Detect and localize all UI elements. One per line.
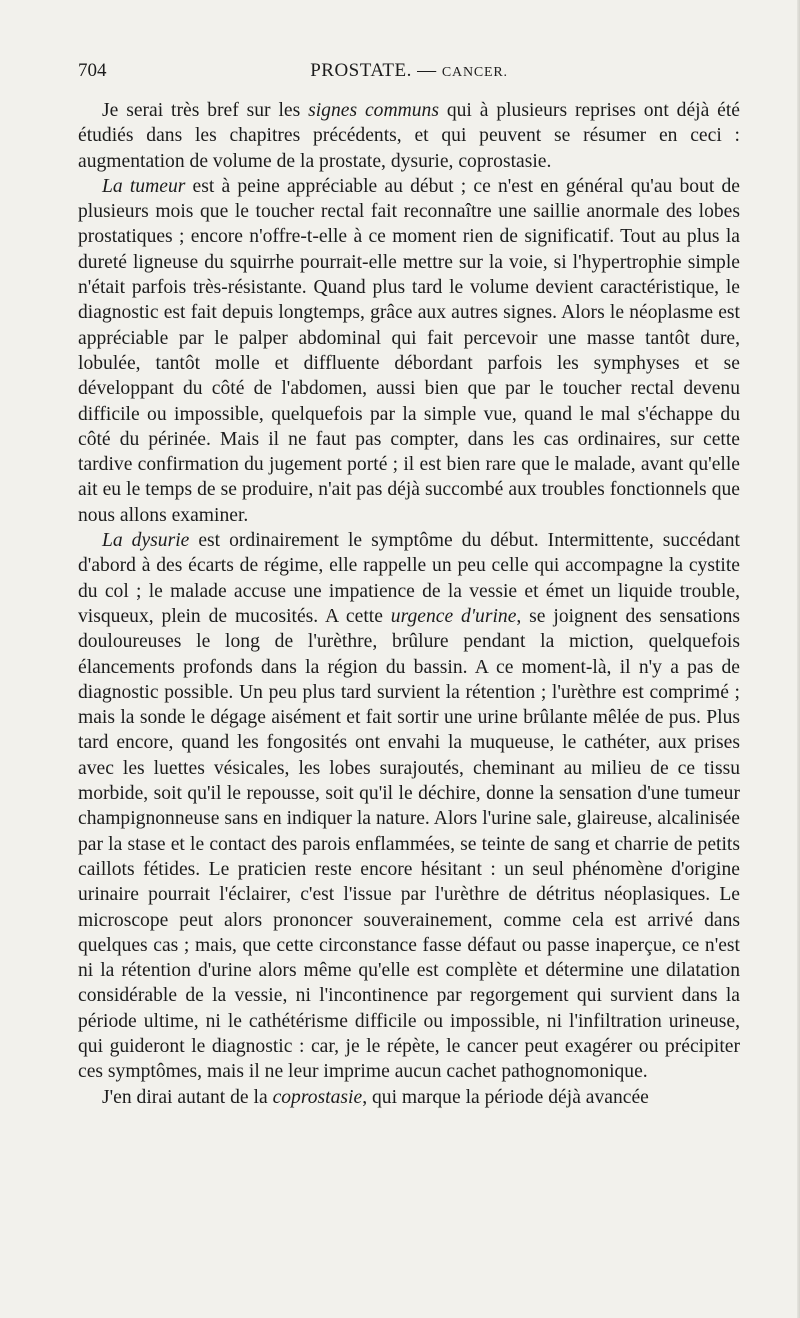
text-run: J'en dirai autant de la <box>102 1086 273 1108</box>
text-run: , se joignent des sensations douloureuses le long de l'urèthre, brûlure pendant la miction, quelquefois élancements profonds dans la région du bassin. A ce moment-là, il n'y a pas de diagnostic possible. Un peu plus tard survient la rétention ; l'urèthre est comprimé ; mais la sonde le dégage aisément et fait sortir une urine brûlante mêlée de pus. Plus tard encore, quand les fongosités ont envahi la muqueuse, le cathéter, aux prises avec les luettes vésicales, les lobes surajoutés, cheminant au milieu de ce tissu morbide, soit qu'il le repousse, soit qu'il le déchire, donne la sensation d'une tumeur champignonneuse sans en indiquer la nature. Alors l'urine sale, glaireuse, alcalinisée par la stase et le contact des parois enflammées, se teinte de sang et charrie de petits caillots fétides. Le praticien reste encore hésitant : un seul phénomène d'origine urinaire pourrait l'éclairer, c'est l'issue par l'urèthre de détritus néoplasiques. Le microscope peut alors prononcer souverainement, comme cela est arrivé dans quelques cas ; mais, que cette circonstance fasse défaut ou passe inaperçue, ce n'est ni la rétention d'urine alors même qu'elle est complète et détermine une dilatation considérable de la vessie, ni l'incontinence par regorgement qui survient dans la période ultime, ni le cathétérisme difficile ou impossible, ni l'infiltration urineuse, qui guideront le diagnostic : car, je le répète, le cancer peut exagérer ou précipiter ces symptômes, mais il ne leur imprime aucun cachet pathognomonique. <box>78 605 740 1083</box>
paragraph-tumeur <box>78 174 740 528</box>
italic-term: La dysurie <box>102 530 190 552</box>
running-title-main: PROSTATE. <box>310 60 412 81</box>
italic-term: signes communs <box>308 100 439 121</box>
text-run: , qui marque la période déjà avancée <box>362 1086 649 1108</box>
text-run: est ordinairement le symptôme du début. Intermittente, succédant d'abord à des écarts de régime, elle rappelle un peu celle qui accompagne la cystite du col ; le malade accuse une impatience de la vessie et émet un liquide trouble, visqueux, plein de mucosités. A cette <box>78 530 740 627</box>
running-title-dash: — <box>417 60 437 81</box>
page-number: 704 <box>78 60 107 81</box>
italic-term: urgence d'urine <box>390 605 517 627</box>
italic-term: coprostasie <box>272 1086 363 1108</box>
text-run: Je serai très bref sur les <box>102 100 309 121</box>
text-run: est à peine appréciable au début ; ce n'est en général qu'au bout de plusieurs mois que le toucher rectal fait reconnaître une saillie anormale des lobes prostatiques ; encore n'offre-t-elle à ce moment rien de significatif. Tout au plus la dureté ligneuse du squirrhe pourrait-elle mettre sur la voie, si l'hypertrophie simple n'était parfois très-résistante. Quand plus tard le volume devient caractéristique, le diagnostic est fait depuis longtemps, grâce aux autres signes. Alors le néoplasme est appréciable par le palper abdominal qui fait percevoir une masse tantôt dure, lobulée, tantôt molle et diffluente débordant parfois les symphyses et se développant du côté de l'abdomen, aussi bien que par le toucher rectal devenu difficile ou impossible, quelquefois par la simple vue, quand le mal s'échappe du côté du périnée. Mais il ne faut pas compter, dans les cas ordinaires, sur cette tardive confirmation du jugement porté ; il est bien rare que le malade, avant qu'elle ait eu le temps de se produire, n'ait pas déjà succombé aux troubles fonctionnels que nous allons examiner. <box>78 175 740 526</box>
running-title-subtitle: CANCER. <box>441 65 508 80</box>
body-text <box>78 98 740 1110</box>
italic-term: La tumeur <box>102 175 186 197</box>
page-header <box>78 60 740 90</box>
paragraph-signes-communs <box>78 98 740 174</box>
text-run: qui à plusieurs reprises ont déjà été étudiés dans les chapitres précédents, et qui peuvent se résumer en ceci : augmentation de volume de la prostate, dysurie, coprostasie. <box>78 100 740 172</box>
paragraph-dysurie <box>78 528 740 1085</box>
running-title <box>78 60 740 82</box>
paragraph-coprostasie <box>78 1085 740 1110</box>
